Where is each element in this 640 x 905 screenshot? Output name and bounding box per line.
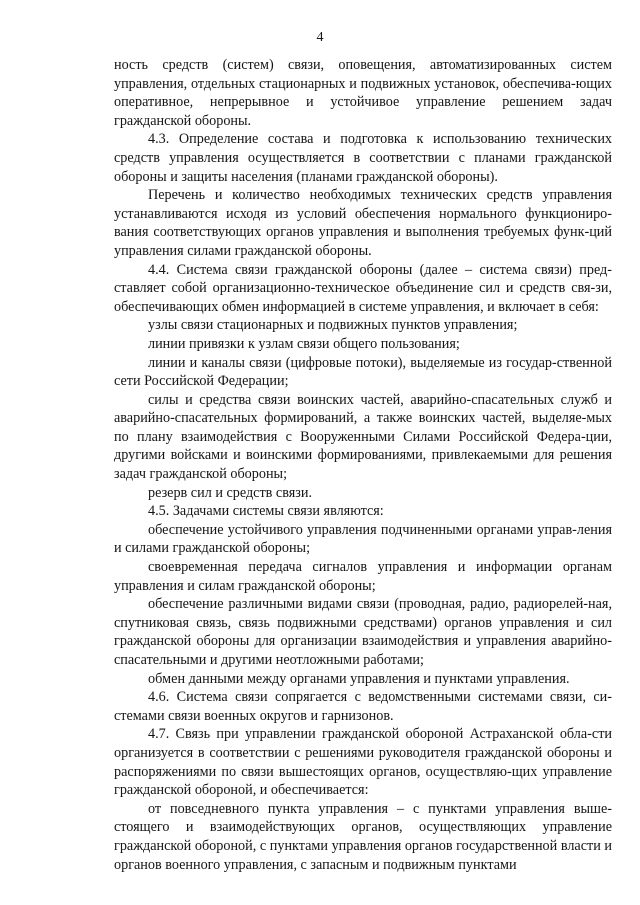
list-item-link-lines: линии привязки к узлам связи общего пользования; [148,335,460,352]
list-item-daily-control-point: от повседневного пункта управления – с пунктами управления выше-стоящего и взаимодействующих органов, осуществляющих управление гражданской обороной, с пунктами управления органов государственной власти и органов военного управления, с запасным и подвижным пунктами [114,800,612,873]
document-body [114,56,612,874]
list-item-communication-nodes: узлы связи стационарных и подвижных пунктов управления; [148,317,518,334]
page-number: 4 [316,30,324,45]
list-item-military-communication: силы и средства связи воинских частей, аварийно-спасательных служб и аварийно-спасательных формирований, а также воинских частей, выделяе-мых по плану взаимодействия с Вооруженными Силами Российской Федера-ции, другими войсками и воинскими формированиями, привлекаемыми для решения задач гражданской обороны; [114,391,612,483]
list-item-data-exchange: обмен данными между органами управления и пунктами управления. [148,670,570,687]
paragraph-technical-means: Перечень и количество необходимых технических средств управления устанавливаются исходя из условий обеспечения нормального функциониро-вания соответствующих органов управления и выполнения требуемых функ-ций управления силами гражданской обороны. [114,187,612,259]
list-item-stable-management: обеспечение устойчивого управления подчиненными органами управ-ления и силами гражданской обороны; [114,521,612,557]
paragraph-4-5: 4.5. Задачами системы связи являются: [148,503,384,520]
list-item-communication-types: обеспечение различными видами связи (проводная, радио, радиорелей-ная, спутниковая связь, связь подвижными средствами) органов управления и сил гражданской обороны для организации взаимодействия и управления аварийно-спасательными и другими неотложными работами; [114,596,612,668]
paragraph-4-7: 4.7. Связь при управлении гражданской обороной Астраханской обла-сти организуется в соответствии с решениями руководителя гражданской обороны и распоряжениями по связи вышестоящих органов, осуществляю-щих управление гражданской обороной, и обеспечивается: [114,726,612,799]
list-item-communication-channels: линии и каналы связи (цифровые потоки), выделяемые из государ-ственной сети Российской Федерации; [114,354,612,390]
paragraph-continuation: ность средств (систем) связи, оповещения, автоматизированных систем управления, отдельных стационарных и подвижных установок, обеспечива-ющих оперативное, непрерывное и устойчивое управление решением задач гражданской обороны. [114,57,612,129]
list-item-reserve: резерв сил и средств связи. [148,484,313,501]
paragraph-4-4: 4.4. Система связи гражданской обороны (далее – система связи) пред-ставляет собой организационно-техническое объединение сил и средств свя-зи, обеспечивающих обмен информацией в системе управления, и включает в себя: [114,261,612,315]
list-item-signal-transmission: своевременная передача сигналов управления и информации органам управления и силам гражданской обороны; [114,559,612,594]
paragraph-4-3: 4.3. Определение состава и подготовка к использованию технических средств управления осуществляется в соответствии с планами гражданской обороны и защиты населения (планами гражданской обороны). [114,131,612,185]
paragraph-4-6: 4.6. Система связи сопрягается с ведомственными системами связи, си-стемами связи военных округов и гарнизонов. [114,689,612,724]
